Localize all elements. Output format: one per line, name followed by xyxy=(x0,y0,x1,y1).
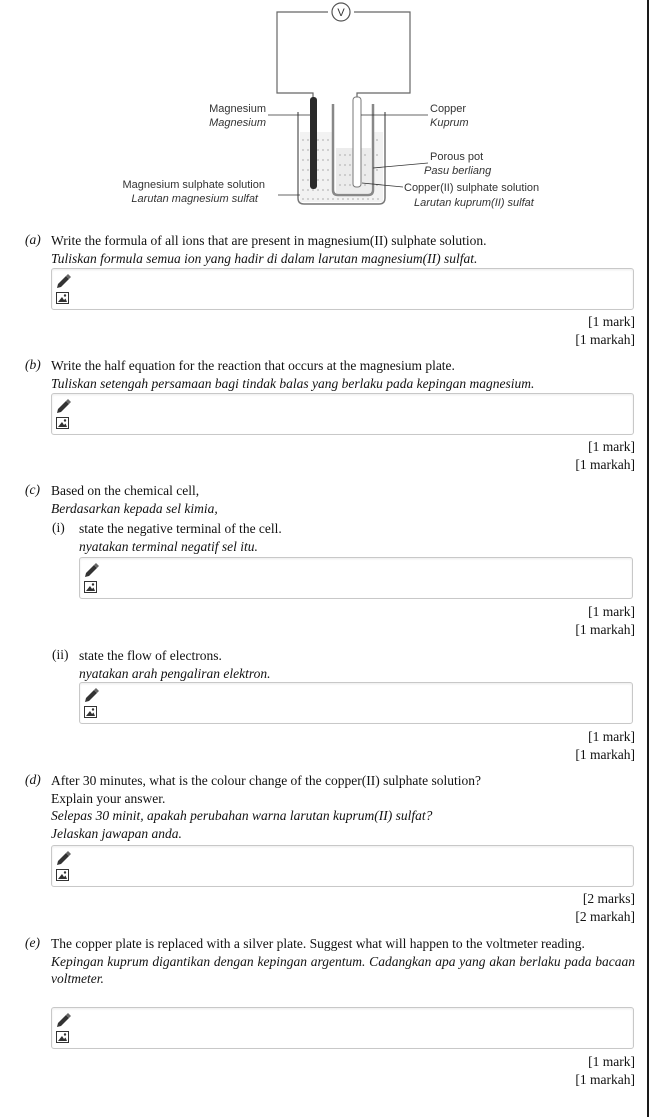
image-icon[interactable] xyxy=(57,870,69,881)
question-c-ms: Berdasarkan kepada sel kimia, xyxy=(51,500,218,516)
image-icon[interactable] xyxy=(57,1032,69,1043)
mark-en: [2 marks] xyxy=(582,891,635,906)
mark-ms: [1 markah] xyxy=(575,622,635,637)
cell-diagram-svg xyxy=(100,0,560,215)
question-d-en-2: Explain your answer. xyxy=(51,790,166,806)
question-d-en-1: After 30 minutes, what is the colour change of the copper(II) sulphate solution? xyxy=(51,773,481,788)
label-copper-ms: Kuprum xyxy=(430,117,469,129)
pencil-edit-icon[interactable] xyxy=(85,563,99,577)
mark-en: [1 mark] xyxy=(588,729,635,744)
chemical-cell-diagram xyxy=(100,0,560,215)
wire-right xyxy=(354,12,410,84)
question-e-marks xyxy=(575,1053,635,1089)
question-b-ms: Tuliskan setengah persamaan bagi tindak balas yang berlaku pada kepingan magnesium. xyxy=(51,375,535,391)
magnesium-plate xyxy=(310,97,317,189)
question-b-label: (b) xyxy=(25,357,41,372)
image-icon[interactable] xyxy=(85,582,97,593)
edit-icon-group xyxy=(55,272,71,310)
label-magnesium-en: Magnesium xyxy=(209,103,266,115)
answer-box-d[interactable] xyxy=(51,845,634,887)
pencil-edit-icon[interactable] xyxy=(57,851,71,865)
question-c-i-en: state the negative terminal of the cell. xyxy=(79,521,282,536)
mark-ms: [1 markah] xyxy=(575,1072,635,1087)
mark-ms: [1 markah] xyxy=(575,747,635,762)
question-a-en: Write the formula of all ions that are present in magnesium(II) sulphate solution. xyxy=(51,233,487,248)
edit-icon-group xyxy=(55,849,71,887)
mark-ms: [2 markah] xyxy=(575,909,635,924)
question-d-ms-2: Jelaskan jawapan anda. xyxy=(51,825,182,841)
mark-en: [1 mark] xyxy=(588,1054,635,1069)
question-c-ii-marks xyxy=(575,728,635,764)
question-e-text xyxy=(51,935,635,988)
question-c-i-label: (i) xyxy=(52,520,65,535)
edit-icon-group xyxy=(83,561,99,599)
question-d-ms-1: Selepas 30 minit, apakah perubahan warna larutan kuprum(II) sulfat? xyxy=(51,808,433,823)
voltmeter-symbol: V xyxy=(337,7,345,19)
answer-box-b[interactable] xyxy=(51,393,634,435)
label-pot-ms: Pasu berliang xyxy=(424,165,492,177)
mark-ms: [1 markah] xyxy=(575,332,635,347)
question-c-i-marks xyxy=(575,603,635,639)
label-pot-en: Porous pot xyxy=(430,151,484,163)
question-c-ii-label: (ii) xyxy=(52,647,69,662)
pencil-edit-icon[interactable] xyxy=(57,399,71,413)
question-d-marks xyxy=(575,890,635,926)
question-d-text xyxy=(51,772,481,842)
answer-box-a[interactable] xyxy=(51,268,634,310)
label-copper-en: Copper xyxy=(430,103,467,115)
mark-en: [1 mark] xyxy=(588,439,635,454)
question-d-label: (d) xyxy=(25,772,41,787)
question-c-ii-ms: nyatakan arah pengaliran elektron. xyxy=(79,665,271,681)
wire-left xyxy=(277,12,328,84)
pencil-edit-icon[interactable] xyxy=(85,688,99,702)
question-b-marks xyxy=(575,438,635,474)
edit-icon-group xyxy=(55,397,71,435)
wire-to-copper xyxy=(357,84,410,100)
question-e-label: (e) xyxy=(25,935,40,950)
image-icon[interactable] xyxy=(85,707,97,718)
question-c-ii-text xyxy=(79,647,270,682)
question-c-label: (c) xyxy=(25,482,40,497)
wire-to-magnesium xyxy=(277,84,313,100)
question-c-i-ms: nyatakan terminal negatif sel itu. xyxy=(79,538,258,554)
image-icon[interactable] xyxy=(57,418,69,429)
question-a-ms: Tuliskan formula semua ion yang hadir di dalam larutan magnesium(II) sulfat. xyxy=(51,250,478,266)
question-a-text xyxy=(51,232,486,267)
question-b-text xyxy=(51,357,534,392)
right-border-rule xyxy=(647,0,649,1117)
answer-box-c-i[interactable] xyxy=(79,557,633,599)
question-a-label: (a) xyxy=(25,232,41,247)
image-icon[interactable] xyxy=(57,293,69,304)
label-mgso4-en: Magnesium sulphate solution xyxy=(122,179,265,191)
question-b-en: Write the half equation for the reaction that occurs at the magnesium plate. xyxy=(51,358,455,373)
pencil-edit-icon[interactable] xyxy=(57,274,71,288)
pencil-edit-icon[interactable] xyxy=(57,1013,71,1027)
label-cuso4-en: Copper(II) sulphate solution xyxy=(404,182,540,194)
mark-en: [1 mark] xyxy=(588,314,635,329)
edit-icon-group xyxy=(55,1011,71,1049)
edit-icon-group xyxy=(83,686,99,724)
label-magnesium-ms: Magnesium xyxy=(209,117,266,129)
label-cuso4-ms: Larutan kuprum(II) sulfat xyxy=(414,197,534,209)
question-e-en: The copper plate is replaced with a silver plate. Suggest what will happen to the voltmeter reading. xyxy=(51,936,585,951)
copper-plate xyxy=(353,97,361,187)
question-c-en: Based on the chemical cell, xyxy=(51,483,200,498)
question-c-text xyxy=(51,482,218,517)
question-a-marks xyxy=(575,313,635,349)
answer-box-e[interactable] xyxy=(51,1007,634,1049)
question-c-i-text xyxy=(79,520,282,555)
mark-ms: [1 markah] xyxy=(575,457,635,472)
question-e-ms: Kepingan kuprum digantikan dengan kepingan argentum. Cadangkan apa yang akan berlaku pada bacaan voltmeter. xyxy=(51,953,635,986)
question-c-ii-en: state the flow of electrons. xyxy=(79,648,222,663)
label-mgso4-ms: Larutan magnesium sulfat xyxy=(131,193,258,205)
mark-en: [1 mark] xyxy=(588,604,635,619)
answer-box-c-ii[interactable] xyxy=(79,682,633,724)
